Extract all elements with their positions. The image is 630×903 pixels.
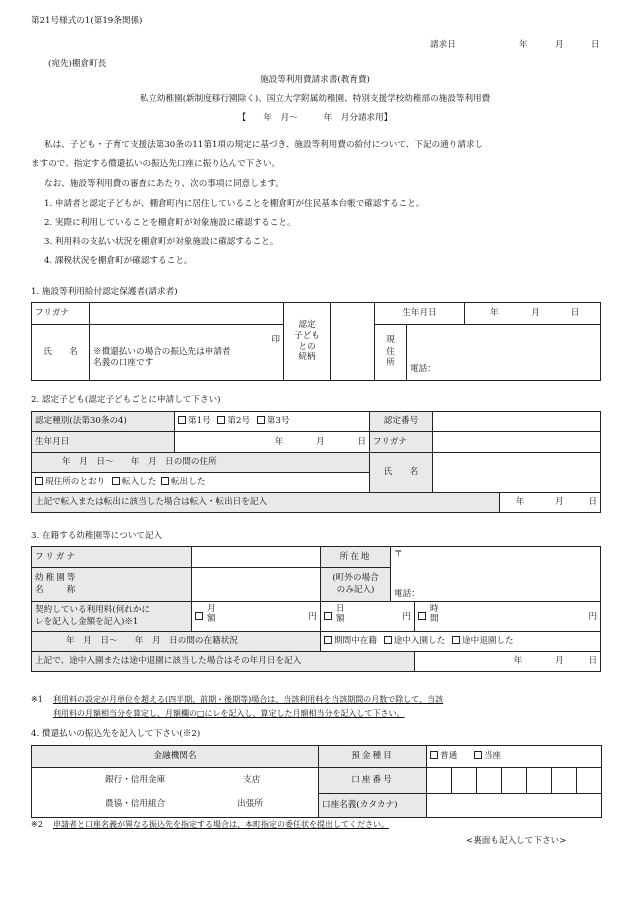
child-furigana-input[interactable] bbox=[433, 432, 601, 453]
guardian-table bbox=[31, 302, 601, 381]
guardian-furigana-input[interactable] bbox=[90, 303, 284, 325]
child-birthdate-label: 生年月日 bbox=[32, 432, 175, 453]
note1-line-2: 利用料の月額相当分を算定し、月額欄の□にレを記入し、算定した月額相当分を記入して下さい。 bbox=[53, 709, 405, 718]
month-label: 月 bbox=[531, 308, 540, 319]
yen-label: 円 bbox=[402, 612, 412, 622]
day-label: 日 bbox=[570, 308, 580, 319]
child-furigana-label: フリガナ bbox=[370, 432, 433, 453]
cert-type-2-label: 第2号 bbox=[227, 416, 251, 427]
kg-name-label-2: 名 称 bbox=[35, 584, 78, 595]
account-note-1: ※償還払いの場合の振込先は申請者 bbox=[93, 346, 231, 357]
intro-line-1: 私は、子ども・子育て支援法第30条の11第1項の規定に基づき、施設等利用費の給付について、下記の通り請求し bbox=[44, 140, 484, 150]
account-digit-3[interactable] bbox=[477, 768, 502, 794]
cert-type-1-label: 第1号 bbox=[188, 416, 211, 427]
mid-entry-label: 途中入園した bbox=[393, 636, 446, 647]
note1-mark: ※1 bbox=[31, 695, 43, 704]
year-label: 年 bbox=[513, 656, 523, 667]
note2-mark: ※2 bbox=[31, 820, 43, 829]
residence-label bbox=[375, 325, 407, 381]
monthly-fee-label-1: 月 bbox=[207, 604, 216, 614]
fee-label-1: 契約している利用料(何れかに bbox=[35, 605, 151, 616]
month-label: 月 bbox=[555, 497, 564, 508]
day-label: 日 bbox=[357, 436, 366, 447]
moved-out-checkbox[interactable] bbox=[161, 477, 169, 485]
account-digit-5[interactable] bbox=[527, 768, 552, 794]
yen-label: 円 bbox=[308, 612, 318, 622]
day-label: 日 bbox=[588, 497, 597, 508]
page-title: 施設等利用費請求書(教育費) bbox=[260, 75, 370, 85]
kg-furigana-label: フリガナ bbox=[32, 547, 192, 568]
request-date-label: 請求日 bbox=[430, 40, 456, 50]
guardian-name-input[interactable] bbox=[90, 325, 284, 381]
deposit-type-label: 預金種目 bbox=[319, 746, 427, 768]
relation-input[interactable] bbox=[331, 303, 375, 381]
section1-heading: 1. 施設等利用給付認定保護者(請求者) bbox=[31, 287, 178, 297]
consent-item: 3. 利用料の支払い状況を棚倉町が対象施設に確認すること。 bbox=[44, 237, 279, 247]
office-label: 出張所 bbox=[237, 798, 263, 809]
move-date-note: 上記で転入または転出に該当した場合は転入・転出日を記入 bbox=[32, 493, 500, 513]
fee-label bbox=[32, 602, 192, 632]
footer-note: <裏面も記入して下さい> bbox=[466, 836, 567, 846]
relation-label-4: 続柄 bbox=[298, 352, 316, 363]
intro-line-2: ますので、指定する償還払いの振込先口座に振り込んで下さい。 bbox=[31, 159, 281, 169]
account-digit-2[interactable] bbox=[452, 768, 477, 794]
request-date-year: 年 bbox=[519, 40, 528, 50]
account-digit-7[interactable] bbox=[577, 768, 602, 794]
request-date-month: 月 bbox=[555, 40, 564, 50]
month-label: 月 bbox=[316, 436, 325, 447]
current-address-label: 現住所のとおり bbox=[45, 477, 106, 488]
account-number-label: 口座番号 bbox=[319, 768, 427, 794]
agri-credit-row bbox=[35, 793, 315, 816]
guardian-birthdate-input[interactable] bbox=[465, 303, 601, 325]
account-name-input[interactable] bbox=[427, 794, 602, 818]
kg-name-label-1: 幼稚園等 bbox=[35, 573, 78, 584]
form-number: 第21号様式の1(第19条関係) bbox=[31, 16, 143, 26]
page-subtitle: 私立幼稚園(新制度移行園除く)、国立大学附属幼稚園、特別支援学校幼稚部の施設等利用費 bbox=[139, 94, 491, 104]
note1-line-1: 利用料の設定が月単位を超える(四半期、前期・後期等)場合は、当該利用料を当該期間の月数で除して、当該 bbox=[53, 695, 444, 704]
monthly-fee-label bbox=[207, 605, 216, 625]
moved-out-label: 転出した bbox=[171, 477, 206, 488]
checking-label: 当座 bbox=[483, 751, 502, 762]
cert-type-3-label: 第3号 bbox=[266, 416, 290, 427]
guardian-address-input[interactable] bbox=[407, 325, 601, 381]
cert-type-3-checkbox[interactable] bbox=[257, 416, 265, 424]
section3-heading: 3. 在籍する幼稚園等について記入 bbox=[31, 531, 163, 541]
throughout-label: 期間中在籍 bbox=[334, 636, 377, 647]
daily-fee-label bbox=[336, 605, 345, 625]
year-label: 年 bbox=[490, 308, 499, 319]
fee-label-2: レを記入し金額を記入)※1 bbox=[35, 616, 139, 627]
monthly-fee-checkbox[interactable] bbox=[195, 612, 203, 620]
section4-heading: 4. 償還払いの振込先を記入して下さい(※2) bbox=[31, 729, 201, 739]
move-date-input[interactable] bbox=[500, 493, 601, 513]
consent-item: 4. 課税状況を棚倉町が確認すること。 bbox=[44, 256, 193, 266]
kg-outside-note-2: のみ記入) bbox=[336, 584, 375, 595]
request-period: 【 年 月～ 年 月分請求用】 bbox=[237, 113, 393, 123]
daily-fee-label-1: 日 bbox=[336, 604, 345, 614]
note2-text: 申請者と口座名義が異なる振込先を指定する場合は、本町指定の委任状を提出してください。 bbox=[53, 820, 389, 829]
child-birthdate-input[interactable] bbox=[175, 432, 370, 453]
cert-type-options bbox=[175, 412, 370, 432]
daily-fee-cell[interactable] bbox=[321, 602, 415, 632]
checking-checkbox[interactable] bbox=[474, 751, 482, 759]
hourly-fee-label bbox=[430, 605, 439, 625]
request-date-day: 日 bbox=[591, 40, 600, 50]
kg-phone-label: 電話： bbox=[394, 588, 420, 599]
deposit-type-options bbox=[427, 746, 602, 768]
kg-outside-note bbox=[321, 568, 391, 602]
daily-fee-label-2: 額 bbox=[336, 613, 345, 624]
guardian-birthdate-label: 生年月日 bbox=[375, 303, 465, 325]
day-label: 日 bbox=[588, 656, 598, 667]
child-name-label: 氏 名 bbox=[370, 453, 433, 493]
addressee: (宛先)棚倉町長 bbox=[48, 59, 107, 69]
postal-mark: 〒 bbox=[394, 549, 403, 559]
mid-date-note: 上記で、途中入園または途中退園に該当した場合はその年月日を記入 bbox=[32, 652, 415, 672]
bank-credit-label: 銀行・信用金庫 bbox=[105, 775, 166, 786]
address-status-options bbox=[32, 473, 370, 493]
cert-type-label: 認定種別(法第30条の4) bbox=[32, 412, 175, 432]
relation-label-1: 認定 bbox=[298, 320, 316, 331]
hourly-fee-label-1: 時 bbox=[430, 604, 439, 614]
mid-entry-checkbox[interactable] bbox=[384, 636, 392, 644]
year-label: 年 bbox=[515, 497, 525, 508]
enrollment-period-label: 年 月 日～ 年 月 日の間の在籍状況 bbox=[32, 632, 321, 652]
kg-name-input[interactable] bbox=[192, 568, 321, 602]
consent-item: 2. 実際に利用していることを棚倉町が対象施設に確認すること。 bbox=[44, 218, 296, 228]
bank-name-input[interactable] bbox=[32, 768, 319, 818]
relation-label-2: 子ども bbox=[294, 330, 320, 341]
bank-table bbox=[31, 745, 602, 818]
relation-label bbox=[284, 303, 331, 381]
cert-number-input[interactable] bbox=[433, 412, 601, 432]
kg-location-input[interactable] bbox=[391, 547, 601, 602]
mid-date-input[interactable] bbox=[415, 652, 601, 672]
account-digit-4[interactable] bbox=[502, 768, 527, 794]
residence-label-1: 現 bbox=[386, 335, 395, 346]
account-digit-6[interactable] bbox=[552, 768, 577, 794]
mid-exit-label: 途中退園した bbox=[462, 636, 514, 647]
enrollment-status-options bbox=[321, 632, 601, 652]
moved-in-checkbox[interactable] bbox=[112, 477, 120, 485]
month-label: 月 bbox=[555, 656, 564, 667]
year-label: 年 bbox=[274, 436, 284, 447]
kg-location-label: 所在地 bbox=[321, 547, 391, 568]
bank-credit-row bbox=[35, 769, 315, 792]
hourly-fee-label-2: 間 bbox=[430, 613, 439, 624]
hourly-fee-checkbox[interactable] bbox=[418, 612, 426, 620]
consent-item: 1. 申請者と認定子どもが、棚倉町内に居住していることを棚倉町が住民基本台帳で確認すること。 bbox=[44, 199, 425, 209]
cert-number-label: 認定番号 bbox=[370, 412, 433, 432]
guardian-furigana-label: フリガナ bbox=[32, 303, 90, 325]
relation-label-3: との bbox=[298, 341, 316, 352]
intro-consent: なお、施設等利用費の審査にあたり、次の事項に同意します。 bbox=[44, 179, 284, 189]
throughout-checkbox[interactable] bbox=[324, 636, 332, 644]
branch-label: 支店 bbox=[243, 775, 261, 786]
cert-type-2-checkbox[interactable] bbox=[217, 416, 225, 424]
guardian-phone-label: 電話： bbox=[410, 363, 436, 374]
child-table bbox=[31, 411, 601, 513]
guardian-name-label: 氏 名 bbox=[32, 325, 90, 381]
ordinary-label: 普通 bbox=[440, 751, 458, 762]
residence-label-2: 住 bbox=[386, 346, 395, 357]
moved-in-label: 転入した bbox=[121, 477, 157, 488]
account-digit-1[interactable] bbox=[427, 768, 452, 794]
kg-outside-note-1: (町外の場合 bbox=[332, 573, 379, 584]
kindergarten-table bbox=[31, 546, 601, 672]
account-name-label: 口座名義(カタカナ) bbox=[319, 794, 427, 818]
current-address-checkbox[interactable] bbox=[35, 477, 43, 485]
monthly-fee-label-2: 額 bbox=[207, 613, 216, 624]
yen-label: 円 bbox=[588, 612, 598, 622]
seal-mark: 印 bbox=[271, 335, 280, 346]
bank-name-label: 金融機関名 bbox=[32, 746, 319, 768]
section2-heading: 2. 認定子ども(認定子どもごとに申請して下さい) bbox=[31, 395, 221, 405]
daily-fee-checkbox[interactable] bbox=[324, 612, 332, 620]
kg-furigana-input[interactable] bbox=[192, 547, 321, 568]
mid-exit-checkbox[interactable] bbox=[452, 636, 460, 644]
residence-label-3: 所 bbox=[386, 358, 395, 369]
account-note-2: 名義の口座です bbox=[93, 358, 154, 369]
cert-type-1-checkbox[interactable] bbox=[178, 416, 186, 424]
monthly-fee-cell[interactable] bbox=[192, 602, 321, 632]
child-name-input[interactable] bbox=[433, 453, 601, 493]
kg-name-label bbox=[32, 568, 192, 602]
agri-credit-label: 農協・信用組合 bbox=[105, 798, 166, 809]
ordinary-checkbox[interactable] bbox=[430, 751, 438, 759]
address-period-label: 年 月 日～ 年 月 日の間の住所 bbox=[32, 453, 370, 473]
hourly-fee-cell[interactable] bbox=[415, 602, 601, 632]
